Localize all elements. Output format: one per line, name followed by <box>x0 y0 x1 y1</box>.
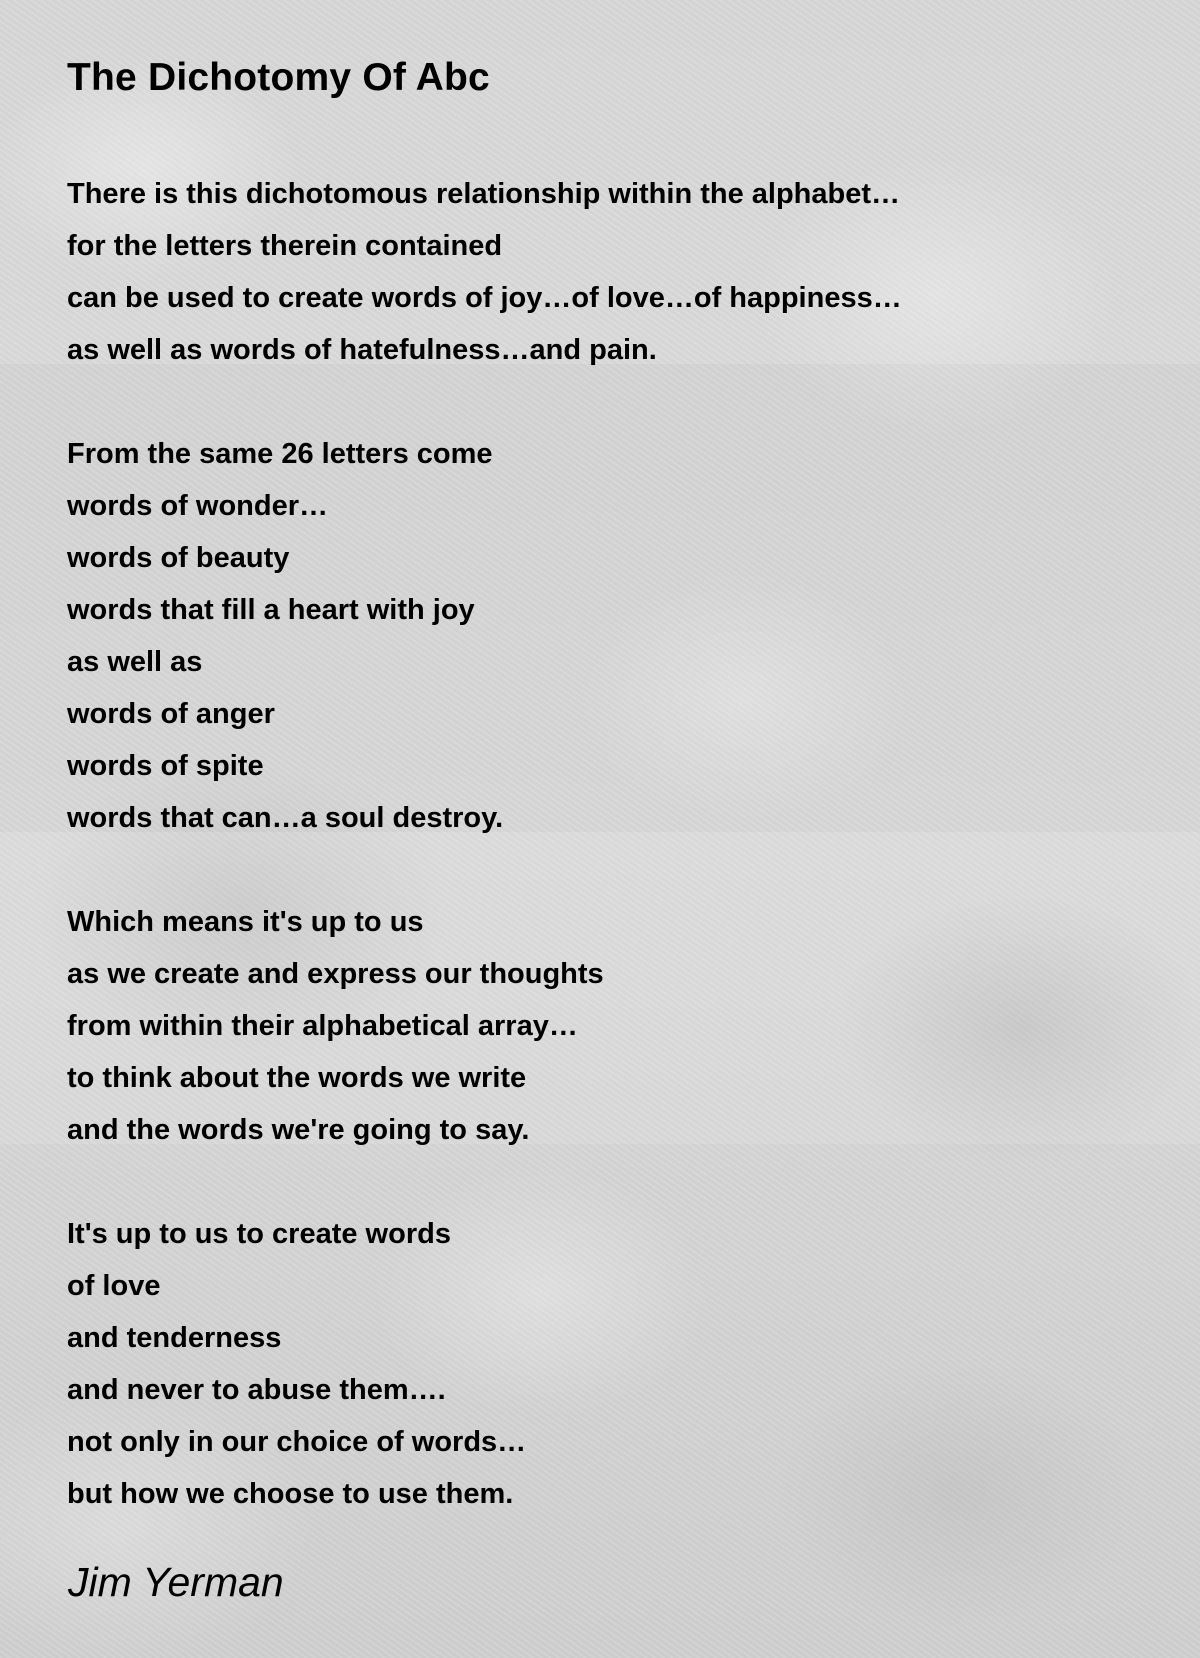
poem-line: and tenderness <box>67 1322 282 1354</box>
poem-line: from within their alphabetical array… <box>67 1010 578 1042</box>
poem-line: From the same 26 letters come <box>67 438 493 470</box>
poem-line: There is this dichotomous relationship within the alphabet… <box>67 178 901 210</box>
poem-line: but how we choose to use them. <box>67 1478 514 1510</box>
stanza-4 <box>67 1208 1147 1520</box>
poem-line: words of spite <box>67 750 264 782</box>
poem-line: words of beauty <box>67 542 290 574</box>
poem-line: can be used to create words of joy…of love…of happiness… <box>67 282 902 314</box>
poem-page <box>67 46 1147 1520</box>
stanza-2 <box>67 428 1147 844</box>
poem-line: words of anger <box>67 698 275 730</box>
poem-body <box>67 168 1147 1520</box>
stanza-1 <box>67 168 1147 376</box>
stanza-3 <box>67 896 1147 1156</box>
poem-line: words that can…a soul destroy. <box>67 802 504 834</box>
poem-line: It's up to us to create words <box>67 1218 451 1250</box>
poem-line: to think about the words we write <box>67 1062 527 1094</box>
poem-author: Jim Yerman <box>68 1559 284 1605</box>
poem-line: words that fill a heart with joy <box>67 594 475 626</box>
poem-line: for the letters therein contained <box>67 230 503 262</box>
poem-line: of love <box>67 1270 161 1302</box>
poem-line: as well as words of hatefulness…and pain. <box>67 334 657 366</box>
poem-line: as we create and express our thoughts <box>67 958 604 990</box>
poem-title: The Dichotomy Of Abc <box>67 56 490 99</box>
poem-line: and never to abuse them…. <box>67 1374 446 1406</box>
poem-line: Which means it's up to us <box>67 906 424 938</box>
poem-line: as well as <box>67 646 203 678</box>
poem-line: words of wonder… <box>67 490 328 522</box>
poem-line: not only in our choice of words… <box>67 1426 527 1458</box>
poem-line: and the words we're going to say. <box>67 1114 530 1146</box>
